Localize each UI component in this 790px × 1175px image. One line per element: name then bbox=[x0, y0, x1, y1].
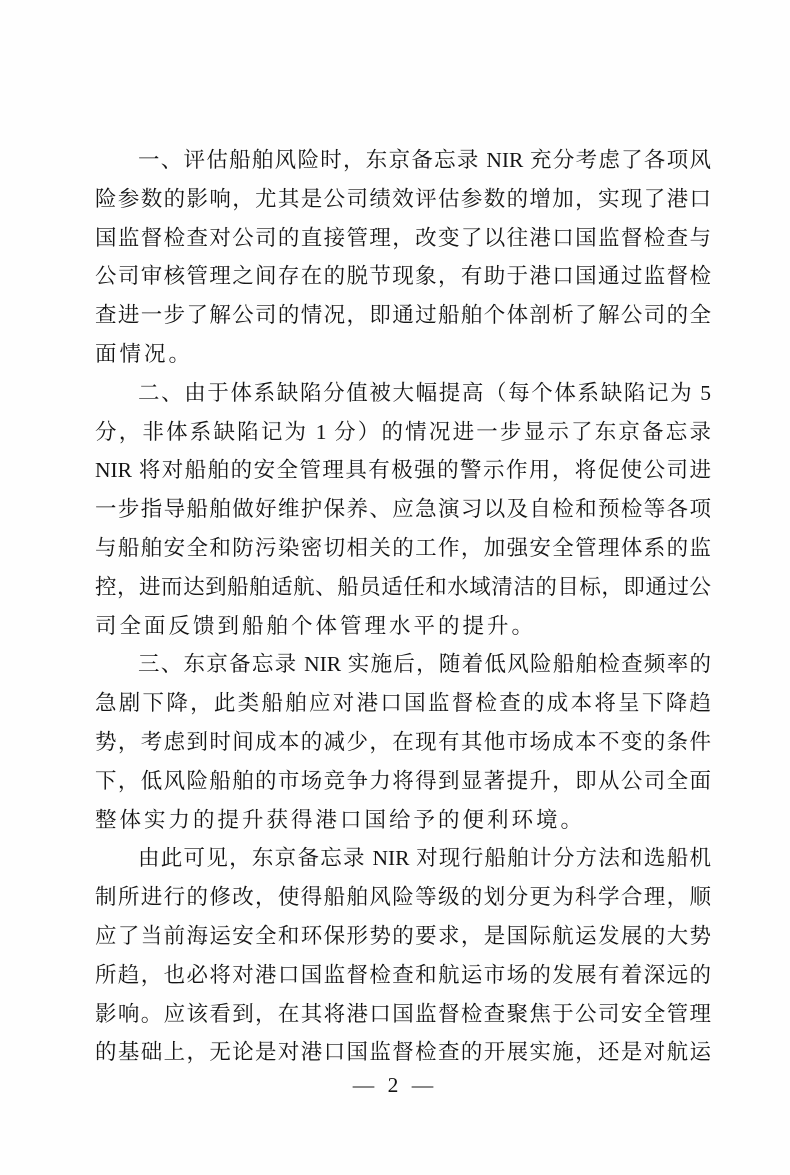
text-line: 整体实力的提升获得港口国给予的便利环境。 bbox=[95, 807, 586, 832]
text-line: 制所进行的修改，使得船舶风险等级的划分更为科学合理，顺 bbox=[95, 885, 711, 910]
text-line: 查进一步了解公司的情况，即通过船舶个体剖析了解公司的全 bbox=[95, 303, 711, 328]
text-line: 司全面反馈到船舶个体管理水平的提升。 bbox=[95, 613, 537, 638]
text-line: 国监督检查对公司的直接管理，改变了以往港口国监督检查与 bbox=[95, 225, 711, 250]
text-line: 三、东京备忘录 NIR 实施后，随着低风险船舶检查频率的 bbox=[138, 652, 711, 677]
paragraph bbox=[95, 141, 711, 374]
paragraph bbox=[95, 374, 711, 646]
paragraph bbox=[95, 645, 711, 839]
paragraph bbox=[95, 839, 711, 1072]
text-line: 影响。应该看到，在其将港口国监督检查聚焦于公司安全管理 bbox=[95, 1001, 711, 1026]
text-line: 急剧下降，此类船舶应对港口国监督检查的成本将呈下降趋 bbox=[95, 691, 711, 716]
page-number: — 2 — bbox=[352, 1073, 438, 1097]
text-line: 的基础上，无论是对港口国监督检查的开展实施，还是对航运 bbox=[95, 1040, 711, 1065]
text-line: 与船舶安全和防污染密切相关的工作，加强安全管理体系的监 bbox=[95, 535, 711, 560]
text-line: 所趋，也必将对港口国监督检查和航运市场的发展有着深远的 bbox=[95, 962, 711, 987]
text-line: NIR 将对船舶的安全管理具有极强的警示作用，将促使公司进 bbox=[95, 458, 711, 483]
text-line: 应了当前海运安全和环保形势的要求，是国际航运发展的大势 bbox=[95, 923, 711, 948]
text-line: 公司审核管理之间存在的脱节现象，有助于港口国通过监督检 bbox=[95, 264, 711, 289]
text-line: 势，考虑到时间成本的减少，在现有其他市场成本不变的条件 bbox=[95, 729, 711, 754]
text-line: 一、评估船舶风险时，东京备忘录 NIR 充分考虑了各项风 bbox=[138, 148, 711, 172]
text-line: 下，低风险船舶的市场竞争力将得到显著提升，即从公司全面 bbox=[95, 768, 711, 793]
text-line: 控，进而达到船舶适航、船员适任和水域清洁的目标，即通过公 bbox=[95, 574, 711, 599]
text-line: 面情况。 bbox=[95, 341, 194, 366]
text-line: 一步指导船舶做好维护保养、应急演习以及自检和预检等各项 bbox=[95, 497, 711, 522]
text-line: 由此可见，东京备忘录 NIR 对现行船舶计分方法和选船机 bbox=[138, 846, 711, 871]
text-line: 分，非体系缺陷记为 1 分）的情况进一步显示了东京备忘录 bbox=[95, 419, 711, 444]
text-line: 险参数的影响，尤其是公司绩效评估参数的增加，实现了港口 bbox=[95, 186, 711, 211]
text-block bbox=[95, 141, 711, 1072]
text-line: 二、由于体系缺陷分值被大幅提高（每个体系缺陷记为 5 bbox=[138, 380, 711, 405]
